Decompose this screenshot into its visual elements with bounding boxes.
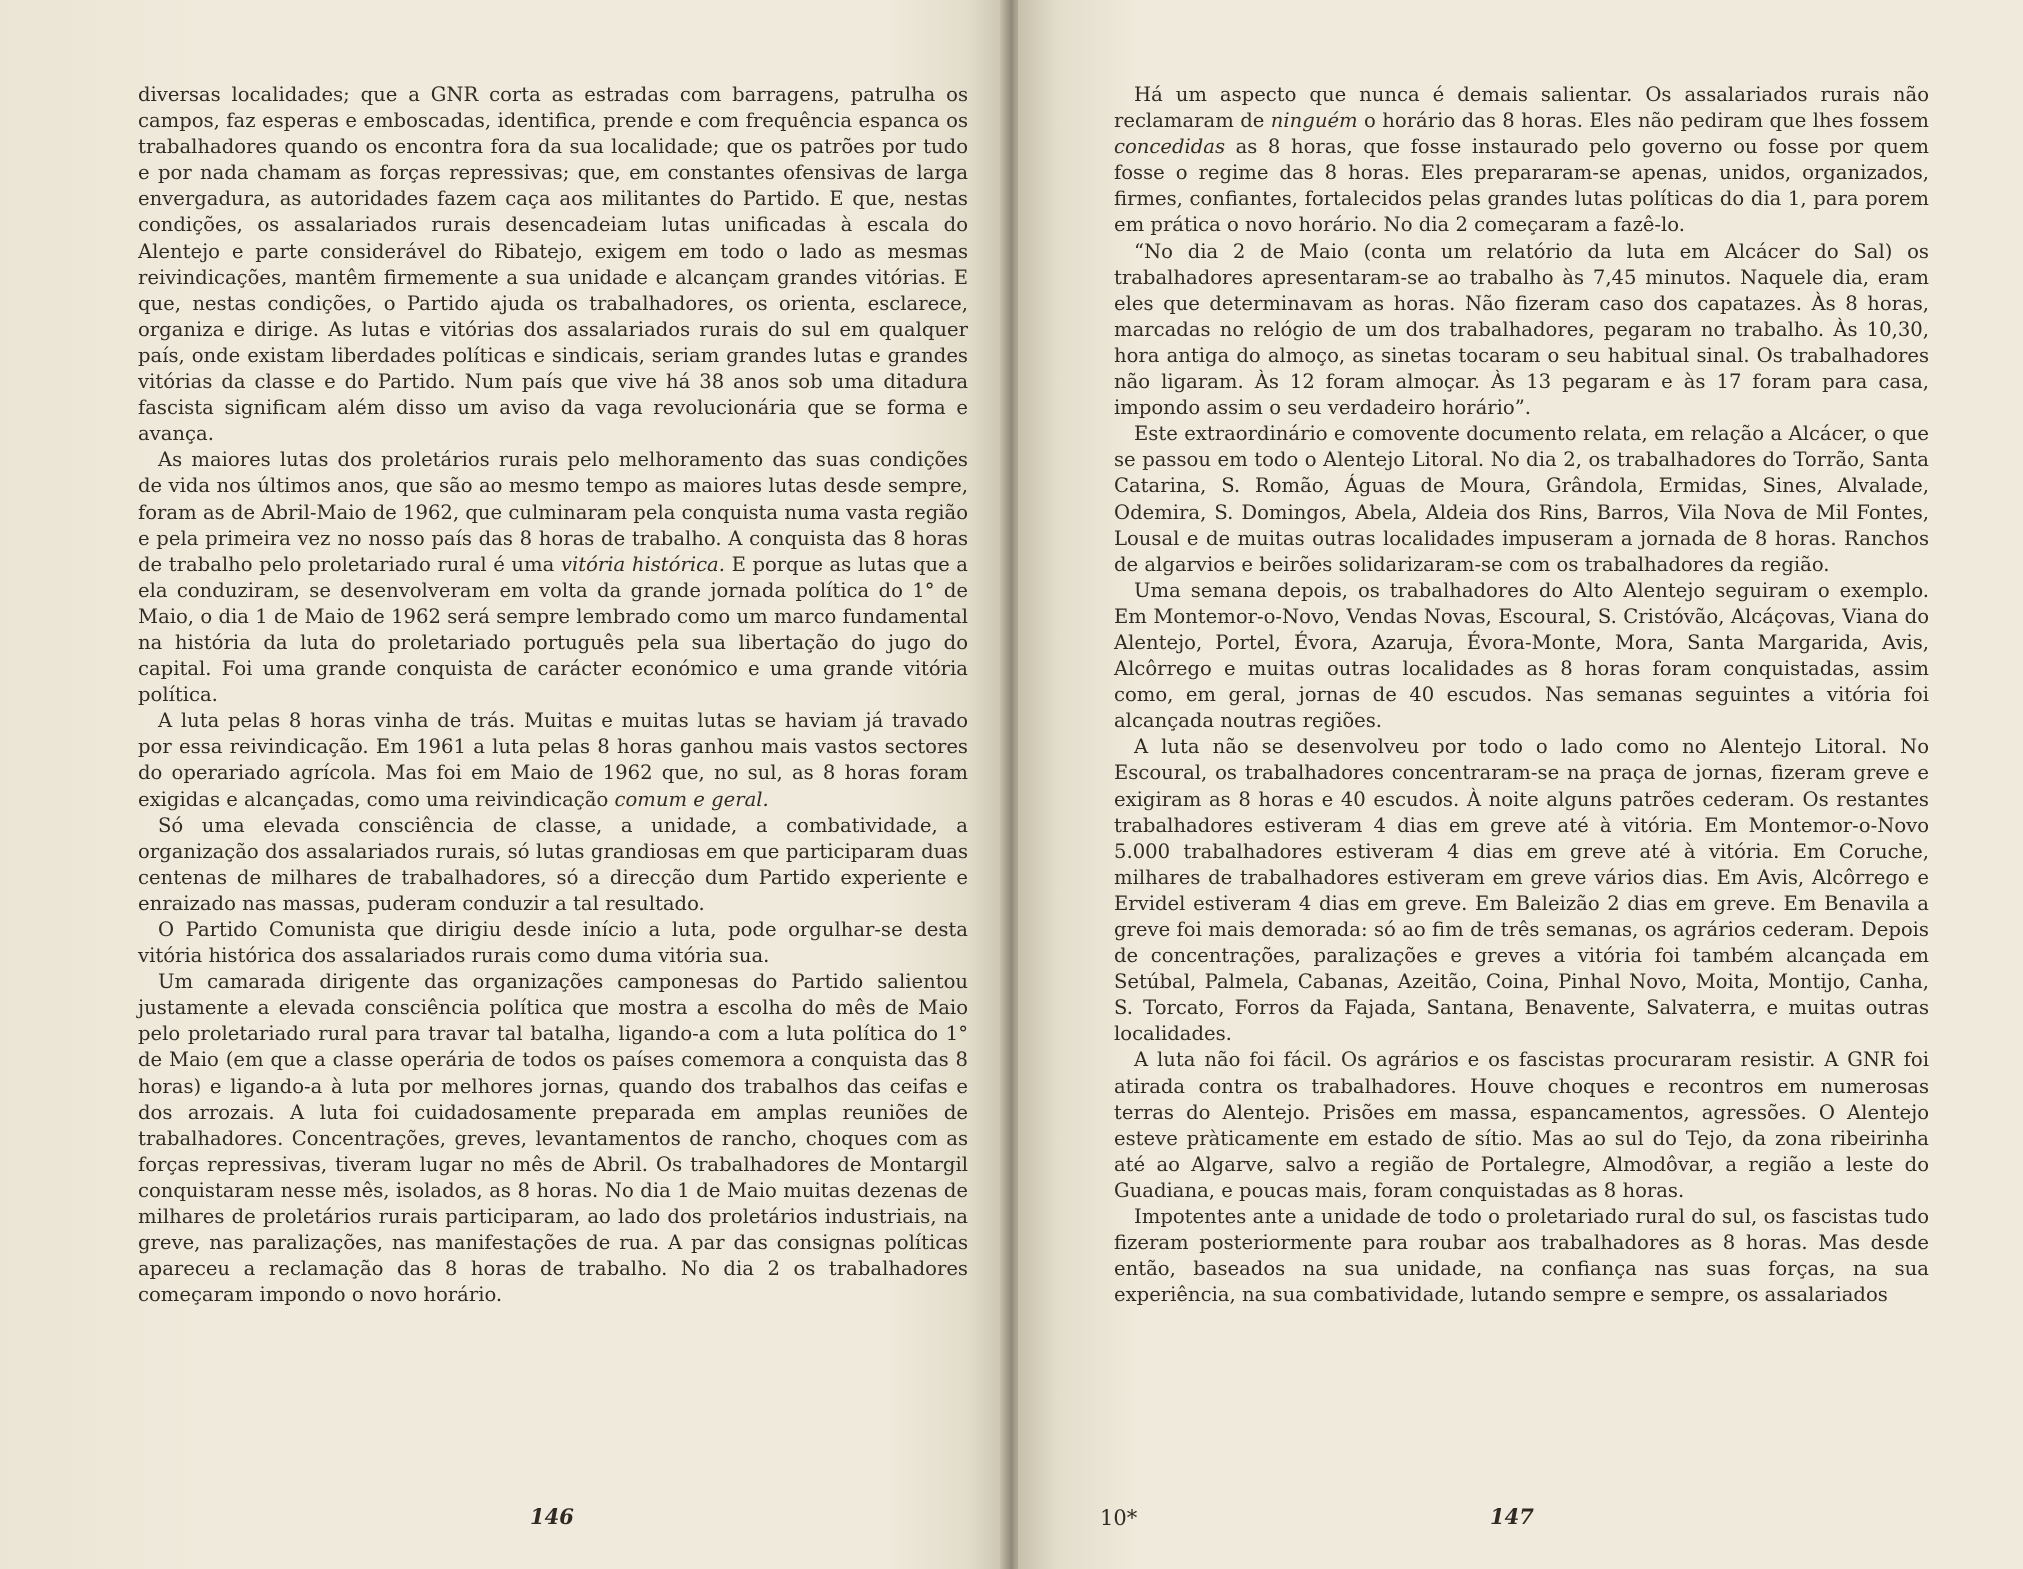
paragraph: A luta não foi fácil. Os agrários e os fascistas procuraram resistir. A GNR foi atirada contra os trabalhadores. Houve choques e recontros em numerosas terras do Alentejo. Prisões em massa, espancamentos, agressões. O Alentejo esteve pràticamente em estado de sítio. Mas ao sul do Tejo, da zona ribeirinha até ao Algarve, salvo a região de Portalegre, Almodôvar, a região a leste do Guadiana, e poucas mais, foram conquistadas as 8 horas. (1114, 1048, 1929, 1202)
paragraph: “No dia 2 de Maio (conta um relatório da luta em Alcácer do Sal) os trabalhadores apresentaram-se ao trabalho às 7,45 minutos. Naquele dia, eram eles que determinavam as horas. Não fizeram caso dos capatazes. Às 8 horas, marcadas no relógio de um dos trabalhadores, pegaram no trabalho. Às 10,30, hora antiga do almoço, as sinetas tocaram o seu habitual sinal. Os trabalhadores não ligaram. Às 12 foram almoçar. Às 13 pegaram e às 17 foram para casa, impondo assim o seu verdadeiro horário”. (1114, 239, 1929, 420)
paragraph: O Partido Comunista que dirigiu desde início a luta, pode orgulhar-se desta vitória histórica dos assalariados rurais como duma vitória sua. (138, 918, 968, 968)
paragraph-text: E porque as lutas que a ela conduziram, se desenvolveram em volta da grande jornada política do 1° de Maio, o dia 1 de Maio de 1962 será sempre lembrado como um marco fundamental na história da luta do proletariado português pela sua libertação do jugo do capital. Foi uma grande conquista de carácter económico e uma grande vitória política. (138, 552, 968, 707)
right-page (1018, 0, 2023, 1569)
paragraph-text: As maiores lutas dos proletários rurais pelo melhoramento das suas condições de vida nos últimos anos, que são ao mesmo tempo as maiores lutas desde sempre, foram as de Abril-Maio de 1962, que culminaram pela conquista numa vasta região e pela primeira vez no nosso país das 8 horas de trabalho. A conquista das 8 horas de trabalho pelo proletariado rural é uma (138, 448, 968, 576)
left-page (0, 0, 1008, 1569)
paragraph-text: o horário das 8 horas. Eles não pediram que lhes fossem (1357, 109, 1930, 133)
page-number: 147 (1490, 1504, 1534, 1529)
paragraph: Impotentes ante a unidade de todo o proletariado rural do sul, os fascistas tudo fizeram posteriormente para roubar aos trabalhadores as 8 horas. Mas desde então, baseados na sua unidade, na confiança nas suas forças, na sua experiência, na sua combatividade, lutando sempre e sempre, os assalariados (1114, 1205, 1929, 1307)
paragraph-text: as 8 horas, que fosse instaurado pelo governo ou fosse por quem fosse o regime das 8 horas. Eles prepararam-se apenas, unidos, organizados, firmes, confiantes, fortalecidos pelas grandes lutas políticas do dia 1, para porem em prática o novo horário. No dia 2 começaram a fazê-lo. (1114, 135, 1929, 237)
signature-mark: 10* (1100, 1506, 1138, 1530)
emphasis: ninguém (1270, 109, 1358, 133)
paragraph: Só uma elevada consciência de classe, a unidade, a combatividade, a organização dos assalariados rurais, só lutas grandiosas em que participaram duas centenas de milhares de trabalhadores, só a direcção dum Partido experiente e enraizado nas massas, puderam conduzir a tal resultado. (138, 813, 968, 915)
emphasis: vitória histórica. (560, 552, 725, 576)
paragraph (138, 708, 968, 812)
paragraph (138, 447, 968, 708)
paragraph: Uma semana depois, os trabalhadores do Alto Alentejo seguiram o exemplo. Em Montemor-o-Novo, Vendas Novas, Escoural, S. Cristóvão, Alcáçovas, Viana do Alentejo, Portel, Évora, Azaruja, Évora-Monte, Mora, Santa Margarida, Avis, Alcôrrego e muitas outras localidades as 8 horas foram conquistadas, assim como, em geral, jornas de 40 escudos. Nas semanas seguintes a vitória foi alcançada noutras regiões. (1114, 578, 1929, 733)
paragraph: Este extraordinário e comovente documento relata, em relação a Alcácer, o que se passou em todo o Alentejo Litoral. No dia 2, os trabalhadores do Torrão, Santa Catarina, S. Romão, Águas de Moura, Grândola, Ermidas, Sines, Alvalade, Odemira, S. Domingos, Abela, Aldeia dos Rins, Barros, Vila Nova de Mil Fontes, Lousal e de muitas outras localidades impuseram a jornada de 8 horas. Ranchos de algarvios e beirões solidarizaram-se com os trabalhadores da região. (1114, 422, 1929, 576)
paragraph (1114, 82, 1929, 239)
right-page-text (1114, 82, 1929, 1308)
paragraph: Um camarada dirigente das organizações camponesas do Partido salientou justamente a elevada consciência política que mostra a escolha do mês de Maio pelo proletariado rural para travar tal batalha, ligando-a com a luta política do 1° de Maio (em que a classe operária de todos os países comemora a conquista das 8 horas) e ligando-a à luta por melhores jornas, quando dos trabalhos das ceifas e dos arrozais. A luta foi cuidadosamente preparada em amplas reuniões de trabalhadores. Concentrações, greves, levantamentos de rancho, choques com as forças repressivas, tiveram lugar no mês de Abril. Os trabalhadores de Montargil conquistaram nesse mês, isolados, as 8 horas. No dia 1 de Maio muitas dezenas de milhares de proletários rurais participaram, ao lado dos proletários industriais, na greve, nas paralizações, nas manifestações de rua. A par das consignas políticas apareceu a reclamação das 8 horas de trabalho. No dia 2 os trabalhadores começaram impondo o novo horário. (138, 970, 968, 1307)
paragraph: A luta não se desenvolveu por todo o lado como no Alentejo Litoral. No Escoural, os trabalhadores concentraram-se na praça de jornas, fizeram greve e exigiram as 8 horas e 40 escudos. À noite alguns patrões cederam. Os restantes trabalhadores estiveram 4 dias em greve até à vitória. Em Montemor-o-Novo 5.000 trabalhadores estiveram 4 dias em greve até à vitória. Em Coruche, milhares de trabalhadores estiveram em greve vários dias. Em Avis, Alcôrrego e Ervidel estiveram 4 dias em greve. Em Baleizão 2 dias em greve. Em Benavila a greve foi mais demorada: só ao fim de três semanas, os agrários cederam. Depois de concentrações, paralizações e greves a vitória foi também alcançada em Setúbal, Palmela, Cabanas, Azeitão, Coina, Pinhal Novo, Moita, Montijo, Canha, S. Torcato, Forros da Fajada, Santana, Benavente, Salvaterra, e muitas outras localidades. (1114, 735, 1929, 1046)
paragraph: diversas localidades; que a GNR corta as estradas com barragens, patrulha os campos, faz esperas e emboscadas, identifica, prende e com frequência espanca os trabalhadores quando os encontra fora da sua localidade; que os patrões por tudo e por nada chamam as forças repressivas; que, em constantes ofensivas de larga envergadura, as autoridades fazem caça aos militantes do Partido. E que, nestas condições, os assalariados rurais desencadeiam lutas unificadas à escala do Alentejo e parte considerável do Ribatejo, exigem em todo o lado as mesmas reivindicações, mantêm firmemente a sua unidade e alcançam grandes vitórias. E que, nestas condições, o Partido ajuda os trabalhadores, os orienta, esclarece, organiza e dirige. As lutas e vitórias dos assalariados rurais do sul em qualquer país, onde existam liberdades políticas e sindicais, seriam grandes lutas e grandes vitórias da classe e do Partido. Num país que vive há 38 anos sob uma ditadura fascista significam além disso um aviso da vaga revolucionária que se forma e avança. (138, 83, 968, 446)
emphasis: comum e geral. (614, 787, 769, 811)
paragraph-text: Há um aspecto que nunca é demais salientar. Os assalariados rurais não reclamaram de (1114, 83, 1929, 133)
left-page-text (138, 82, 968, 1308)
emphasis: concedidas (1114, 135, 1226, 159)
paragraph-text: A luta pelas 8 horas vinha de trás. Muitas e muitas lutas se haviam já travado por essa reivindicação. Em 1961 a luta pelas 8 horas ganhou mais vastos sectores do operariado agrícola. Mas foi em Maio de 1962 que, no sul, as 8 horas foram exigidas e alcançadas, como uma reivindicação (138, 709, 968, 811)
page-number: 146 (530, 1504, 574, 1529)
